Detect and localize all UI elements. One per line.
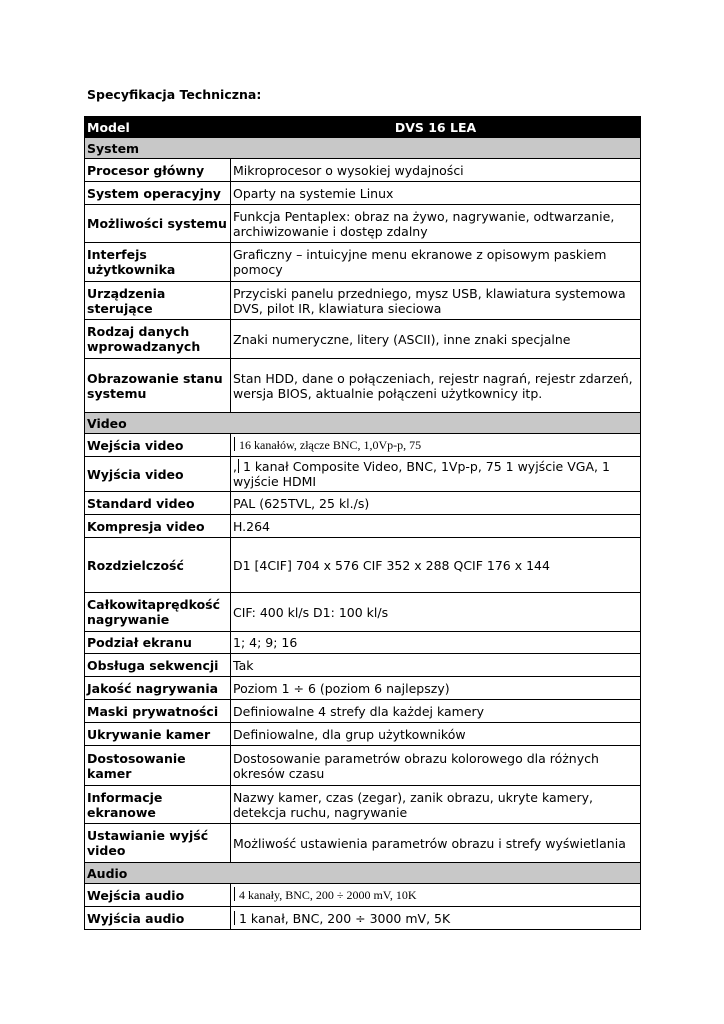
row-value	[231, 434, 641, 457]
row-label: Wyjścia audio	[85, 907, 231, 930]
row-value	[231, 884, 641, 907]
row-value	[231, 457, 641, 492]
table-row	[85, 182, 641, 205]
table-row	[85, 786, 641, 824]
spec-table	[84, 116, 641, 930]
row-label: Rozdzielczość	[85, 538, 231, 593]
row-value: PAL (625TVL, 25 kl./s)	[231, 492, 641, 515]
document-title: Specyfikacja Techniczna:	[87, 87, 262, 102]
row-value: Graficzny – intuicyjne menu ekranowe z opisowym paskiem pomocy	[231, 243, 641, 282]
table-row	[85, 723, 641, 746]
row-label: System operacyjny	[85, 182, 231, 205]
row-value: Przyciski panelu przedniego, mysz USB, klawiatura systemowa DVS, pilot IR, klawiatura sieciowa	[231, 282, 641, 320]
row-label: Obrazowanie stanu systemu	[85, 359, 231, 413]
row-value-text: 1 kanał Composite Video, BNC, 1Vp-p, 75 1 wyjście VGA, 1 wyjście HDMI	[233, 459, 610, 489]
row-value: D1 [4CIF] 704 x 576 CIF 352 x 288 QCIF 176 x 144	[231, 538, 641, 593]
row-value-text: 16 kanałów, złącze BNC, 1,0Vp-p, 75	[239, 438, 422, 452]
row-value: Dostosowanie parametrów obrazu kolorowego dla różnych okresów czasu	[231, 746, 641, 786]
table-row	[85, 243, 641, 282]
header-model-value: DVS 16 LEA	[231, 117, 641, 138]
cell-divider-mark	[234, 887, 235, 901]
section-system	[85, 138, 641, 159]
row-label: Wejścia audio	[85, 884, 231, 907]
cell-divider-mark	[234, 911, 235, 925]
row-value: Znaki numeryczne, litery (ASCII), inne znaki specjalne	[231, 320, 641, 359]
table-row	[85, 359, 641, 413]
section-title: Video	[85, 413, 641, 434]
table-row	[85, 515, 641, 538]
section-video	[85, 413, 641, 434]
row-value-text: 1 kanał, BNC, 200 ÷ 3000 mV, 5K	[239, 910, 451, 926]
row-label: Maski prywatności	[85, 700, 231, 723]
row-value: Stan HDD, dane o połączeniach, rejestr nagrań, rejestr zdarzeń, wersja BIOS, aktualnie połączeni użytkownicy itp.	[231, 359, 641, 413]
row-value-text: 4 kanały, BNC, 200 ÷ 2000 mV, 10K	[239, 888, 417, 902]
row-value-prefix: ,	[233, 459, 237, 474]
table-row	[85, 457, 641, 492]
row-value: Oparty na systemie Linux	[231, 182, 641, 205]
row-label: Kompresja video	[85, 515, 231, 538]
table-row	[85, 282, 641, 320]
table-row	[85, 677, 641, 700]
row-label: Urządzenia sterujące	[85, 282, 231, 320]
table-row	[85, 654, 641, 677]
row-label: Standard video	[85, 492, 231, 515]
table-row	[85, 632, 641, 654]
header-label: Model	[85, 117, 231, 138]
section-audio	[85, 863, 641, 884]
row-label: Ustawianie wyjść video	[85, 824, 231, 863]
row-label: Dostosowanie kamer	[85, 746, 231, 786]
table-row	[85, 434, 641, 457]
row-label: Rodzaj danych wprowadzanych	[85, 320, 231, 359]
row-value	[231, 907, 641, 930]
row-value: Nazwy kamer, czas (zegar), zanik obrazu, ukryte kamery, detekcja ruchu, nagrywanie	[231, 786, 641, 824]
row-label: Informacje ekranowe	[85, 786, 231, 824]
table-row	[85, 700, 641, 723]
row-value: H.264	[231, 515, 641, 538]
row-value: Poziom 1 ÷ 6 (poziom 6 najlepszy)	[231, 677, 641, 700]
row-label: Wyjścia video	[85, 457, 231, 492]
row-value: Definiowalne 4 strefy dla każdej kamery	[231, 700, 641, 723]
row-label: Jakość nagrywania	[85, 677, 231, 700]
row-label: Obsługa sekwencji	[85, 654, 231, 677]
row-value: Tak	[231, 654, 641, 677]
row-label: Wejścia video	[85, 434, 231, 457]
row-value: CIF: 400 kl/s D1: 100 kl/s	[231, 593, 641, 632]
table-row	[85, 593, 641, 632]
table-row	[85, 907, 641, 930]
section-title: Audio	[85, 863, 641, 884]
table-row	[85, 824, 641, 863]
table-header-row	[85, 117, 641, 138]
section-title: System	[85, 138, 641, 159]
row-value: Definiowalne, dla grup użytkowników	[231, 723, 641, 746]
table-row	[85, 205, 641, 243]
row-value: Mikroprocesor o wysokiej wydajności	[231, 159, 641, 182]
table-row	[85, 746, 641, 786]
cell-divider-mark	[234, 437, 235, 451]
row-label: Podział ekranu	[85, 632, 231, 654]
row-label: Interfejs użytkownika	[85, 243, 231, 282]
table-row	[85, 538, 641, 593]
row-label: Ukrywanie kamer	[85, 723, 231, 746]
row-label: Całkowitaprędkość nagrywanie	[85, 593, 231, 632]
cell-divider-mark	[238, 459, 239, 473]
row-value: Funkcja Pentaplex: obraz na żywo, nagrywanie, odtwarzanie, archiwizowanie i dostęp zdalny	[231, 205, 641, 243]
row-value: 1; 4; 9; 16	[231, 632, 641, 654]
row-value: Możliwość ustawienia parametrów obrazu i strefy wyświetlania	[231, 824, 641, 863]
row-label: Procesor główny	[85, 159, 231, 182]
table-row	[85, 320, 641, 359]
table-row	[85, 492, 641, 515]
table-row	[85, 884, 641, 907]
table-row	[85, 159, 641, 182]
row-label: Możliwości systemu	[85, 205, 231, 243]
